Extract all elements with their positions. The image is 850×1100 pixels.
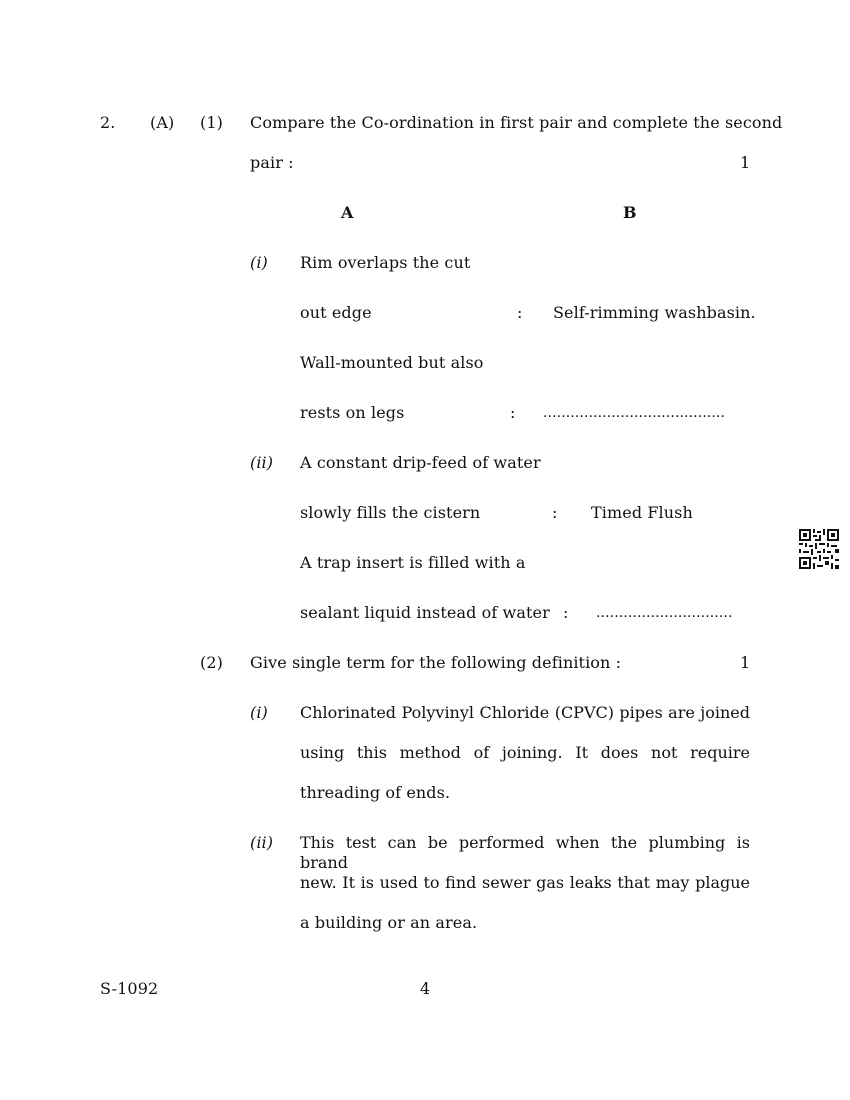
item-i-pair2-colon: :: [510, 403, 516, 422]
item-i-pair1-answer: Self-rimming washbasin.: [553, 303, 756, 322]
definition-i-line2: using this method of joining. It does not require: [300, 743, 750, 762]
definition-i-line3: threading of ends.: [300, 783, 451, 802]
item-ii-pair1-line2: slowly fills the cistern: [300, 503, 481, 522]
item-ii-answer-blank: ..............................: [596, 605, 733, 621]
item-ii-pair1-colon: :: [552, 503, 558, 522]
item-i-pair2-line2: rests on legs: [300, 403, 405, 422]
subquestion-1-instruction-line1: Compare the Co-ordination in first pair and complete the second: [250, 113, 783, 132]
subquestion-2-label: (2): [200, 653, 223, 672]
column-b-heading: B: [623, 203, 637, 222]
definition-ii-line1: This test can be performed when the plumbing is brand: [300, 833, 750, 872]
question-number: 2.: [100, 113, 116, 132]
item-i-pair1-line2: out edge: [300, 303, 372, 322]
definition-ii-line3: a building or an area.: [300, 913, 478, 932]
page-number: 4: [420, 979, 431, 998]
subquestion-1-marks: 1: [740, 153, 751, 172]
item-i-answer-blank: ........................................: [543, 405, 726, 421]
item-ii-pair1-answer: Timed Flush: [591, 503, 693, 522]
item-i-pair1-colon: :: [517, 303, 523, 322]
definition-i-line1: Chlorinated Polyvinyl Chloride (CPVC) pipes are joined: [300, 703, 750, 722]
subquestion-2-instruction: Give single term for the following definition :: [250, 653, 622, 672]
subquestion-1-label: (1): [200, 113, 223, 132]
item-i-label: (i): [250, 253, 268, 272]
item-i-pair2-line1: Wall-mounted but also: [300, 353, 484, 372]
item-ii-pair2-line2: sealant liquid instead of water: [300, 603, 550, 622]
item-i-pair1-line1: Rim overlaps the cut: [300, 253, 471, 272]
item-ii-pair1-line1: A constant drip-feed of water: [300, 453, 541, 472]
paper-code: S-1092: [100, 979, 159, 998]
definition-ii-label: (ii): [250, 833, 274, 852]
question-part: (A): [150, 113, 175, 132]
item-ii-pair2-colon: :: [563, 603, 569, 622]
definition-i-label: (i): [250, 703, 268, 722]
item-ii-pair2-line1: A trap insert is filled with a: [300, 553, 526, 572]
definition-ii-line2: new. It is used to find sewer gas leaks that may plague: [300, 873, 750, 892]
subquestion-1-instruction-line2: pair :: [250, 153, 294, 172]
item-ii-label: (ii): [250, 453, 274, 472]
column-a-heading: A: [341, 203, 354, 222]
subquestion-2-marks: 1: [740, 653, 751, 672]
qr-code-icon: [799, 529, 839, 569]
